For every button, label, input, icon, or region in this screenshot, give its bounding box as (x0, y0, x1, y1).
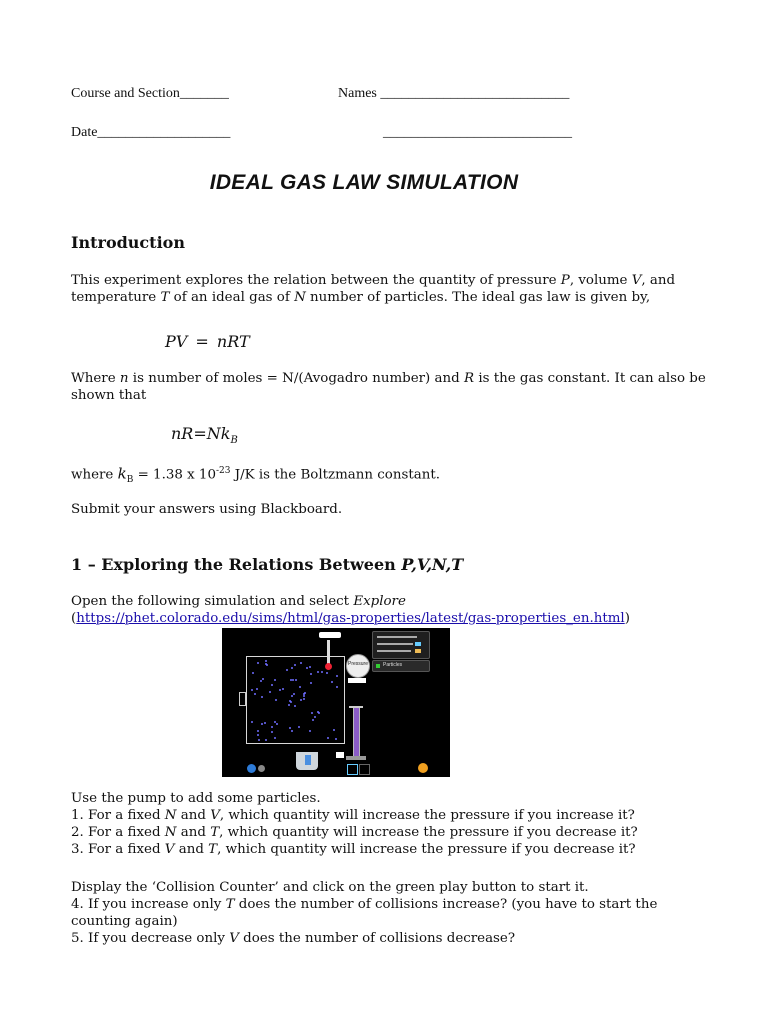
hose-connector (336, 752, 344, 758)
course-section-field: Course and Section_______ (71, 86, 229, 101)
pump-handle[interactable] (349, 706, 363, 708)
expand-icon (376, 664, 380, 668)
pressure-units (348, 678, 366, 683)
names-field: Names ___________________________ (338, 86, 570, 101)
pump-base (346, 756, 366, 760)
simulation-screenshot (222, 628, 450, 777)
page-title: IDEAL GAS LAW SIMULATION (209, 171, 519, 194)
particle (335, 738, 337, 740)
boltzmann-paragraph: where $k_B = 1.38$ x $10^{-23}$ J/K is the Boltzmann constant. (71, 464, 440, 486)
pressure-gauge-label: Pressure (347, 661, 368, 667)
moles-paragraph: Where n is number of moles = N/(Avogadro number) and R is the gas constant. It can also be shown that (71, 371, 706, 403)
particle (291, 667, 293, 669)
play-pause-icon[interactable] (247, 764, 256, 773)
particle (261, 696, 263, 698)
thermometer-readout (319, 632, 341, 638)
open-simulation-paragraph: Open the following simulation and select Explore (https://phet.colorado.edu/sims/html/gas-properties/latest/gas-properties_en.html) (71, 594, 630, 626)
section1-heading: 1 – Exploring the Relations Between P,V,N,T (71, 555, 464, 574)
simulation-link[interactable]: https://phet.colorado.edu/sims/html/gas-properties/latest/gas-properties_en.html (76, 611, 625, 626)
step-icon[interactable] (258, 765, 265, 772)
particle (300, 662, 302, 664)
particle (295, 679, 297, 681)
thermometer-bulb (325, 663, 332, 670)
particles-panel[interactable] (372, 660, 430, 672)
intro-paragraph: This experiment explores the relation between the quantity of pressure P, volume V, and temperature T of an ideal gas of N number of particles. The ideal gas law is given by, (71, 273, 676, 305)
particle (312, 719, 314, 721)
particle (265, 660, 267, 662)
pump-icon[interactable] (353, 706, 360, 760)
particle (326, 672, 328, 674)
particle (314, 716, 316, 718)
particle (303, 698, 305, 700)
boltzmann-equation: $nR=Nk_B$ (171, 424, 238, 447)
intro-heading: Introduction (71, 233, 185, 252)
reset-icon[interactable] (418, 763, 428, 773)
particle (264, 722, 266, 724)
view-toggle-icon[interactable] (347, 764, 358, 775)
questions-block-1: Use the pump to add some particles. 1. For a fixed N and V, which quantity will increase the pressure if you increase it? 2. For a fixed N and T, which quantity will increase the pressure if you decrease it? 3. For a fixed V and T, which quantity will increase the pressure if you decrease it? (71, 791, 638, 857)
extra-names-line: ___________________________ (383, 125, 572, 140)
particle (276, 723, 278, 725)
particle (271, 684, 273, 686)
particle (251, 721, 253, 723)
view-toggle-alt-icon[interactable] (359, 764, 370, 775)
submit-instruction: Submit your answers using Blackboard. (71, 502, 343, 517)
particle (274, 737, 276, 739)
date-field: Date___________________ (71, 125, 231, 140)
particle (291, 730, 293, 732)
particle (288, 704, 290, 706)
particle (251, 689, 253, 691)
particle (294, 705, 296, 707)
particle (336, 686, 338, 688)
questions-block-2: Display the ‘Collision Counter’ and click on the green play button to start it. 4. If you increase only T does the number of collisions increase? (you have to start the counting again) 5. If you decrease only V does the number of collisions decrease? (71, 880, 658, 946)
container-handle (239, 692, 246, 706)
particle (291, 695, 293, 697)
particle (274, 679, 276, 681)
particle (317, 671, 319, 673)
particle (331, 681, 333, 683)
particle (282, 688, 284, 690)
options-panel[interactable] (372, 631, 430, 659)
ideal-gas-equation: PV = nRT (165, 332, 250, 351)
particle (279, 689, 281, 691)
heater-slider[interactable] (305, 755, 311, 765)
particles-panel-label: Particles (383, 662, 403, 668)
